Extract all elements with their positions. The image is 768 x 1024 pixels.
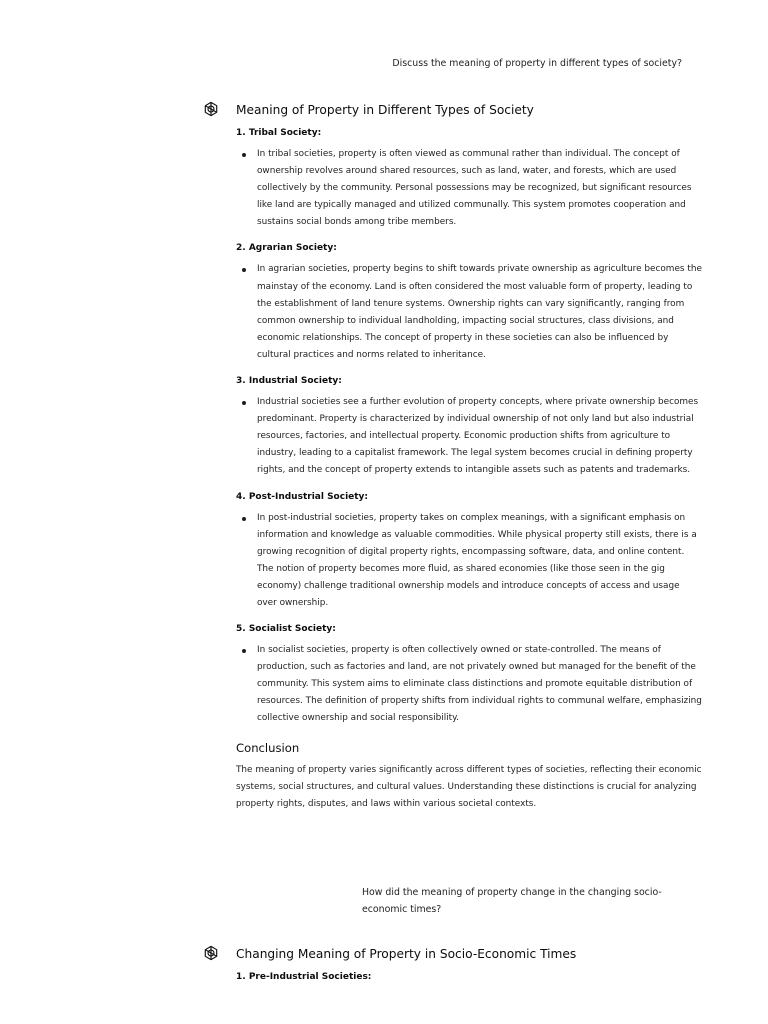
- section-post-industrial: [236, 490, 702, 613]
- list-item: In post-industrial societies, property takes on complex meanings, with a significant emphasis on information and knowledge as valuable commodities. While physical property still exists, there is a growing recognition of digital property rights, encompassing software, data, and online content. The notion of property becomes more fluid, as shared economies (like those seen in the gig economy) challenge traditional ownership models and introduce concepts of access and usage over ownership.: [236, 510, 702, 613]
- list-item: Industrial societies see a further evolution of property concepts, where private ownership becomes predominant. Property is characterized by individual ownership of not only land but also industrial resources, factories, and intellectual property. Economic production shifts from agriculture to industry, leading to a capitalist framework. The legal system becomes crucial in defining property rights, and the concept of property extends to intangible assets such as patents and trademarks.: [236, 394, 702, 479]
- section-socialist: [236, 622, 702, 727]
- conclusion-text: The meaning of property varies significantly across different types of societies, reflecting their economic systems, social structures, and cultural values. Understanding these distinctions is crucial for analyzing property rights, disputes, and laws within various societal contexts.: [236, 764, 702, 809]
- openai-logo-icon: [202, 100, 220, 118]
- list-item: In tribal societies, property is often viewed as communal rather than individual. The concept of ownership revolves around shared resources, such as land, water, and forests, which are used collectively by the community. Personal possessions may be recognized, but significant resources like land are typically managed and utilized communally. This system promotes cooperation and sustains social bonds among tribe members.: [236, 146, 702, 231]
- section-heading: 2. Agrarian Society:: [236, 243, 337, 254]
- user-message: Discuss the meaning of property in different types of society?: [392, 58, 682, 69]
- list-item: In agrarian societies, property begins to shift towards private ownership as agriculture becomes the mainstay of the economy. Land is often considered the most valuable form of property, leading to the establishment of land tenure systems. Ownership rights can vary significantly, ranging from common ownership to individual landholding, impacting social structures, class divisions, and economic relationships. The concept of property in these societies can also be influenced by cultural practices and norms related to inheritance.: [236, 261, 702, 364]
- openai-logo-icon: [202, 944, 220, 962]
- response-title: Meaning of Property in Different Types of Society: [236, 103, 534, 117]
- section-industrial: [236, 374, 702, 479]
- section-heading: 4. Post-Industrial Society:: [236, 491, 369, 502]
- section-tribal: [236, 126, 702, 231]
- section-heading: 1. Pre-Industrial Societies:: [236, 972, 372, 982]
- user-message: How did the meaning of property change in the changing socio-economic times?: [362, 887, 662, 915]
- section-heading: 3. Industrial Society:: [236, 376, 342, 387]
- section-heading: 1. Tribal Society:: [236, 128, 322, 138]
- section-agrarian: [236, 241, 702, 364]
- response-title: Changing Meaning of Property in Socio-Economic Times: [236, 947, 577, 961]
- section-heading: 5. Socialist Society:: [236, 624, 336, 635]
- assistant-message: [202, 100, 702, 813]
- assistant-message: [202, 944, 702, 990]
- list-item: In socialist societies, property is often collectively owned or state-controlled. The means of production, such as factories and land, are not privately owned but managed for the benefit of the community. This system aims to eliminate class distinctions and promote equitable distribution of resources. The definition of property shifts from individual rights to communal welfare, emphasizing collective ownership and social responsibility.: [236, 642, 702, 727]
- conclusion-heading: Conclusion: [236, 740, 300, 755]
